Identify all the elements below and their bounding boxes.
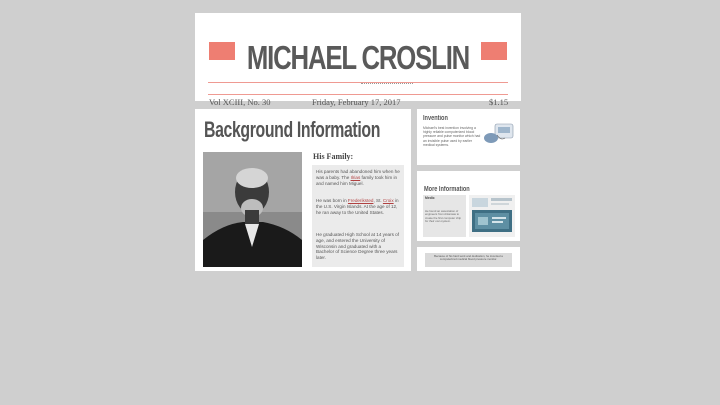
birthplace-link[interactable]: Frederiksted	[347, 198, 374, 203]
education-paragraph: He graduated High School at 14 years of age, and entered the University of Wisconsin and graduated with a Bachelor of Science Degree three years later.	[316, 232, 399, 261]
quote-text: Because of his hard work and dedication, he invented a computerized medical blood pressure monitor.	[434, 254, 503, 262]
family-section-title: His Family:	[313, 152, 354, 161]
more-information-title: More Information	[424, 186, 470, 193]
background-article-panel[interactable]	[195, 109, 411, 271]
invention-text: Michael's best invention involving a highly reliable computerized blood pressure and pulse monitor which had an invisible pulse used by earlier medical systems.	[423, 126, 481, 147]
date-label: Friday, February 17, 2017	[312, 97, 401, 107]
more-info-text-thumbnail[interactable]	[423, 195, 466, 237]
more-information-panel[interactable]	[417, 171, 520, 241]
title-underline	[361, 83, 413, 84]
family-text-box	[312, 165, 404, 267]
quote-box	[425, 253, 512, 267]
masthead-top-rule	[208, 82, 508, 83]
quote-panel[interactable]	[417, 247, 520, 271]
newspaper-title: MICHAEL CROSLIN	[246, 39, 470, 76]
more-info-text: He found an association of engineers from Arkansas to create the first computer chip for their own system.	[425, 209, 462, 224]
birthplace-paragraph: He was born in Frederiksted, St. Croix in the U.S. Virgin Islands. At the age of 12, he ran away to the United States.	[316, 198, 399, 215]
computer-screenshot-thumbnail[interactable]	[469, 195, 515, 237]
blood-pressure-monitor-image[interactable]	[483, 121, 515, 147]
article-heading: Background Information	[204, 117, 381, 142]
masthead-bottom-rule	[208, 94, 508, 95]
family-paragraph-1: His parents had abandoned him when he was a baby. The Ilrias family took him in and named him Miguel.	[316, 169, 400, 186]
masthead-panel[interactable]	[195, 13, 521, 107]
price-label: $1.15	[489, 97, 509, 107]
portrait-photo[interactable]	[203, 152, 302, 267]
volume-label: Vol XCIII, No. 30	[209, 97, 271, 107]
invention-title: Invention	[423, 115, 448, 122]
family-name-link[interactable]: Ilrias	[350, 174, 361, 180]
invention-panel[interactable]	[417, 109, 520, 165]
thumbnail-heading: Medic	[425, 196, 435, 200]
island-link[interactable]: Croix	[382, 198, 394, 203]
